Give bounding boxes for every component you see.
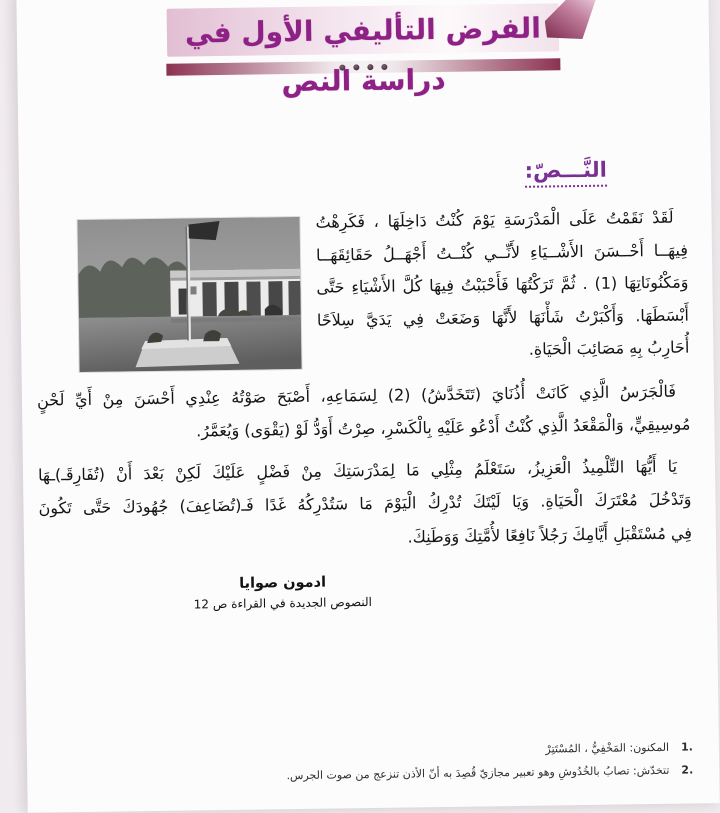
school-photo-illustration <box>77 217 301 372</box>
footnote-number: 2. <box>681 763 694 777</box>
text-line: وَتَدْخُلَ مُعْتَرَكَ الْحَيَاةِ. وَيَا لَيْتَكَ تُدْرِكُ الْيَوْمَ مَا سَتُدْرِكُهُ غَدًا فَـ(تُضَاعِفَ) جُهُودَكَ حَتَّى تَكُونَ <box>38 489 692 518</box>
text-line: أَبْسَطَهَا. وَأَكْبَرْتُ شَأْنَهَا لأَنَّهَا وَضَعَتْ فِي يَدَيَّ سِلاَحًا <box>316 305 689 330</box>
text-line: فِيهَــا أَحْــسَنَ الأَشْــيَاءِ لأَنِّــي كُنْــتُ أَجْهَــلُ حَقَائِقَهَــا <box>315 240 689 265</box>
text-body <box>34 202 693 614</box>
footnote-text: تتخدّش: تصابُ بالخُدُوشِ وهو تعبير مجازيّ قُصِدَ به أنّ الأذن تنزعج من صوت الجرس. <box>286 763 670 783</box>
page-title: الفرض التأليفي الأول في دراسة النص <box>184 11 542 99</box>
text-line: فِي مُسْتَقْبَلِ أَيَّامِكَ رَجُلاً نَافِعًا لأُمَّتِكَ وَوَطَنِكَ. <box>407 522 693 546</box>
footnotes <box>57 735 694 790</box>
text-line: مُوسِيقِيٍّ، وَالْمَقْعَدُ الَّذِي كُنْتُ أَدْعُو عَلَيْهِ بِالْكَسْرِ، صِرْتُ أَوَدُّ لَوْ (يَقْوَى) وَيُعَمَّرُ. <box>196 414 691 441</box>
section-label: النَّـــصّ: <box>524 158 607 188</box>
title-banner <box>167 3 560 99</box>
footnote-number: 1. <box>680 740 693 754</box>
source-reference: النصوص الجديدة في القراءة ص 12 <box>193 594 373 612</box>
text-line: فَالْجَرَسُ الَّذِي كَانَتْ أُذُنَايَ (تَتَخَدَّشُ) (2) لِسَمَاعِهِ، أَصْبَحَ صَوْتُهُ عِنْدِي أَحْسَنَ مِنْ أَيِّ لَحْنٍ <box>36 381 677 410</box>
text-line: لَقَدْ نَقَمْتُ عَلَى الْمَدْرَسَةِ يَوْمَ كُنْتُ دَاخِلَهَا ، فَكَرِهْتُ <box>315 207 674 232</box>
text-line: أُحَارِبُ بِهِ مَصَائِبَ الْحَيَاةِ. <box>528 337 690 359</box>
text-line: يَا أَيُّهَا التِّلْمِيذُ الْعَزِيزُ، سَتَعْلَمُ مِثْلِي مَا لِمَدْرَسَتِكَ مِنْ فَضْلٍ عَلَيْكَ لَكِنْ بَعْدَ أَنْ (تُفَارِقَـ)ـهَا <box>37 456 678 485</box>
paragraph-3 <box>38 449 692 559</box>
attribution <box>167 574 397 612</box>
section-label-row <box>19 158 607 195</box>
text-line: وَمَكْنُونَاتِهَا (1) . ثُمَّ تَرَكْتُهَا فَأَحْبَبْتُ فِيهَا كُلَّ الأَشْيَاءِ حَتَّى <box>316 272 689 297</box>
footnote-text: المكنون: المَخْفِيُّ ، المُسْتَتِرْ <box>545 740 670 756</box>
school-photo <box>77 217 301 372</box>
scanned-page <box>16 0 719 813</box>
paragraph-2 <box>37 374 691 450</box>
author-name: ادمون صوايا <box>239 574 327 592</box>
